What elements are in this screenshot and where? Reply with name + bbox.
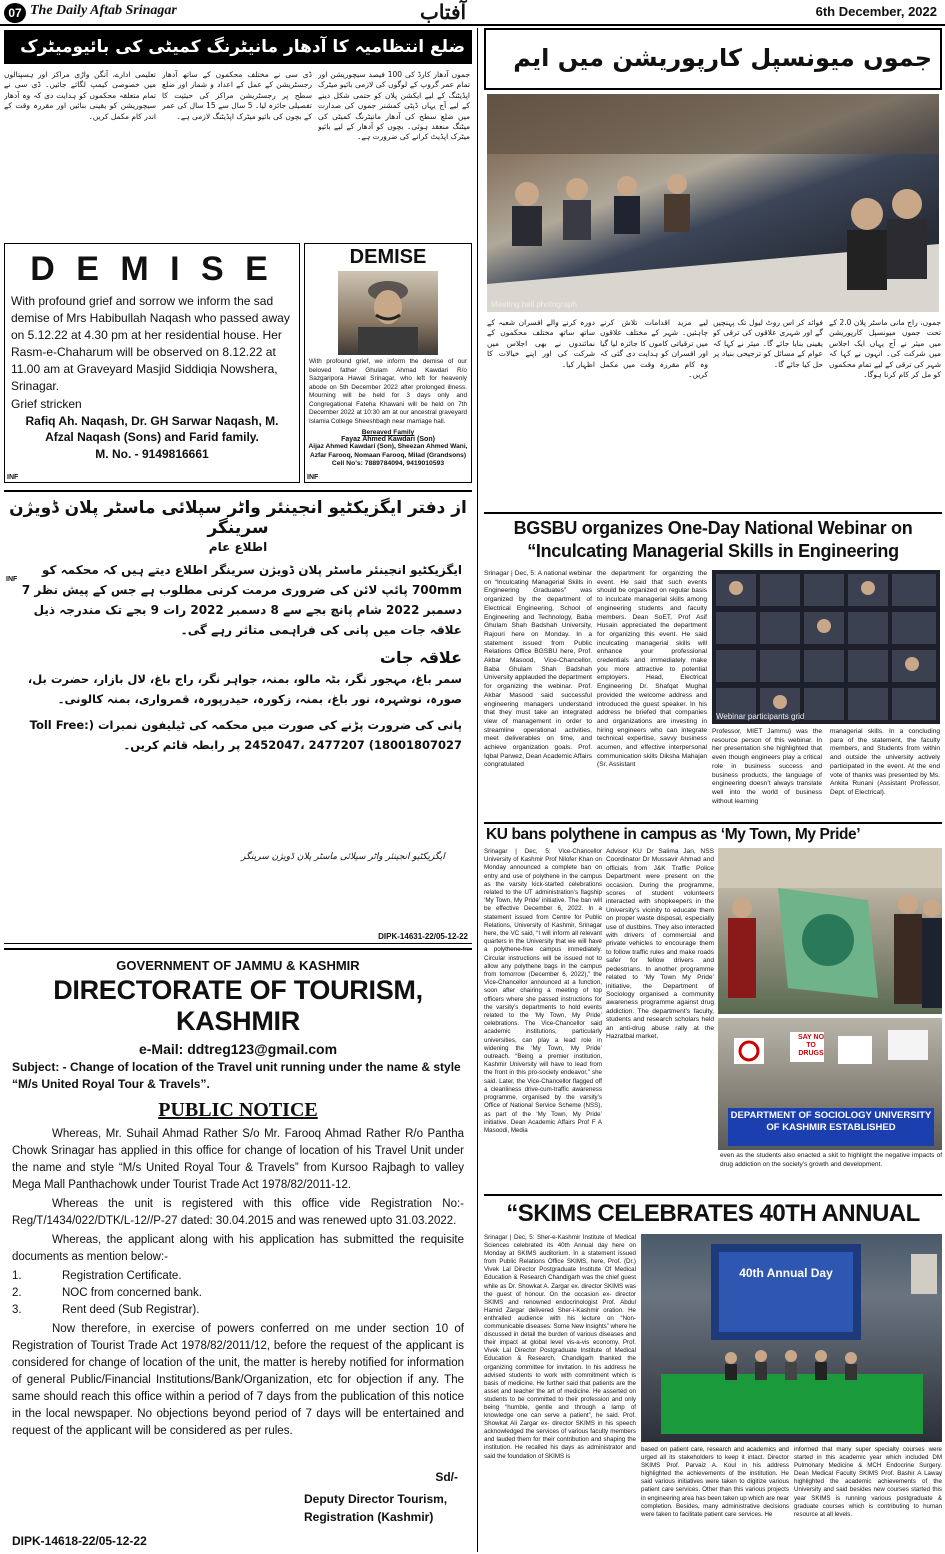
doc-item-text: Registration Certificate.	[62, 1270, 182, 1282]
tender-notice	[4, 490, 472, 944]
issue-date: 6th December, 2022	[815, 4, 937, 19]
demise-grief: Grief stricken	[11, 397, 82, 411]
demise2-grandsons: Aijaz Ahmed Kawdari (Son), Sheezan Ahmed Wani, Azfar Farooq, Nomaan Farooq, Milad (Grandsons)	[308, 443, 468, 459]
ku-flag-off-photo	[718, 848, 942, 1014]
ku-col-2: Advisor KU Dr Salima Jan, NSS Coordinator Dr Mussavir Ahmad and officials from J&K Traffic Police Department were present on the occasion. During the programme, scores of student volunteers interacted with shopkeepers in the University’s vicinity to educate them on proper waste disposal, especially use of dustbins. They also interacted with drivers of commercial and private vehicles to encourage them to follow traffic rules and make roads safer for fellow drivers and pedestrians. In another programme related to ‘My Town My Pride’ initiative, the Department of Sociology organised a community awareness programme against drug addiction. The department’s faculty, students and research scholars held an anti-drug abuse rally at the Hazratbal market,	[606, 848, 714, 1040]
tender-dipk: DIPK-14631-22/05-12-22	[378, 932, 468, 941]
tourism-subject: Subject: - Change of location of the Travel unit running under the name & style “M/s United Royal Tour & Travels”.	[12, 1060, 461, 1091]
bgsbu-col-4: managerial skills. In a concluding para of the statement, the faculty members, and Students from within and outside the university actively participated in the event. At the end vote of thanks was presented by Ms. Ankita Runani (Assistant Professor, Dept. of Electrical).	[830, 728, 940, 796]
doc-item-text: Rent deed (Sub Registrar).	[62, 1304, 200, 1316]
jmc-col-3: لیے مزید اقدامات تلاش کرنے چاہئیں۔ شہر کے مختلف علاقوں میں ترقیاتی کاموں کا جائزہ لیا گیا اور افسران کو ہدایت دی گئی کہ وہ کام مقررہ وقت میں مکمل کریں۔	[600, 318, 708, 380]
tourism-doc-list	[4, 1266, 472, 1319]
paper-name: The Daily Aftab Srinagar	[30, 3, 177, 18]
demise2-title: DEMISE	[349, 246, 427, 268]
demise-inf-tag: INF	[7, 474, 19, 481]
aadhar-headline-bar	[4, 30, 472, 64]
tourism-para-2: Whereas the unit is registered with this office vide Registration No:- Reg/T/1434/022/DTK/L-12//P-27 dated: 30.04.2015 and was renewed upto 31.03.2022.	[12, 1198, 464, 1227]
masthead	[0, 0, 945, 26]
tourism-para-3: Whereas, the applicant along with his application has submitted the requisite documents as mention below:-	[12, 1234, 464, 1263]
skims-stage-photo	[641, 1234, 942, 1442]
aadhar-col-2: ڈی سی نے مختلف محکموں کے ساتھ آدھار رجسٹریشن کے عمل کے اعداد و شمار اور ضلع سطح پر رجسٹریشن مراکز کی حیثیت کا تفصیلی جائزہ لیا۔ 5 سال سے 15 سال کی عمر کے بچوں کی بائیو میٹرک اپڈیٹنگ لازمی ہے۔	[162, 70, 312, 121]
tourism-gov: GOVERNMENT OF JAMMU & KASHMIR	[116, 958, 360, 973]
ku-photo-caption: even as the students also enacted a skit to highlight the negative impacts of drug addiction on the society’s growth and development.	[720, 1152, 942, 1168]
doc-item-num: 3.	[12, 1304, 22, 1316]
tender-signature: ایگزیکٹیو انجینئر واٹر سپلائی ماسٹر پلان ڈویژن سرینگر	[241, 852, 445, 862]
skims-col-1: Srinagar | Dec, 5: Sher-e-Kashmir Institute of Medical Sciences celebrated its 40th Annual day here on Monday at SKIMS auditorium. In a statement issued from Public Relations Office SKIMS, here, Prof. (Dr.) Vivek Lal Director Postgraduate Institute Of Medical Education & Research Chandigarh was the chief guest while as Dr. Showkat A. Zargar ex. director SKIMS was the guest of honour. On the occasion ex- director SKIMS and renowned endocrinologist Prof. Abdul Hamid Zargar delivered Sher-i-Kashmir oration. He enthralled audience with his lecture on “Non-communicable diseases: Some New Insights” where he discussed in detail the burden of various diseases and their impact at global level vis-a-vis economy. Prof. Vivek Lal Director Postgraduate Institute of Medical Education & Research, Chandigarh thanked the organizing committee for invitation. In his address he advised students to work with commitment which is basis of medicine. He further said that patients are the asset and teacher the art of medicine. He asserted on students to be committed to their profession and only being “humble, gentle and through a lamp of knowledge one can serve a patient”, he said. Prof. Showkat Ali Zargar ex- director SKIMS in his speech acknowledged the services of various faculty members and lauded them for their contribution and shaping the institution. He recalled his days as administrator and said the foundation of SKIMS is	[484, 1234, 636, 1460]
ku-col-1: Srinagar | Dec, 5: Vice-Chancellor University of Kashmir Prof Nilofer Khan on Monday announced a complete ban on entry and use of polythene in the campus as the varsity kick-started celebrations related to the UT administration’s flagship ‘My Town, My Pride’ initiative. The ban will be effective December 6, 2022. In a statement issued from Centre for Public Relations, University of Kashmir, Srinagar here, the VC said, “I will inform all relevant quarters in the University that we will have a polythene-free campus immediately. Circular instructions will be issued not to allow any polythene bags in the campus from tomorrow (December 6, 2022),” the Vice-Chancellor announced at a function, soon after chairing a meeting of top officers where she passed instructions for the varsity’s departments to hold events related to the ‘My Town, My Pride’ celebrations. The Vice-Chancellor said academic institutions, particularly universities, can play a lead role in widening the ‘My Town, My Pride’ outreach. “Being a premier institution, Kashmir University will have to lead from the front in this pro-society endeavor,” she said. Later, the Vice-Chancellor flagged off a cleanliness drive-cum-traffic awareness programme, organised by the varsity’s Office of National Service Scheme (NSS), as part of the ‘My Town, My Pride’ initiative. Dean Academic Affairs Prof F A Masoodi, Media	[484, 848, 602, 1134]
skims-col-2: based on patient care, research and academics and urged all its stakeholders to keep it intact. Director SKIMS Prof. Parvaiz A. Koul in his address highlighted the achievements of the institution. He said various initiatives were taken to digitize various patient care services. Other than this various projects in engineering area has been taken up which are near completion. Besides, many administrative decisions were taken to facilitate patient care services. He	[641, 1446, 789, 1518]
aadhar-col-1: جموں آدھار کارڈ کی 100 فیصد سیچوریشن اور تمام عمر گروپ کے لوگوں کی لازمی بائیو میٹرک اپڈیٹنگ کے لیے ایکشن پلان کو حتمی شکل دینے کے لیے آج یہاں ڈپٹی کمشنر جموں کی صدارت میں ضلع سطح کی آدھار مانیٹرنگ کمیٹی کی میٹنگ منعقد ہوئی۔ بچوں کو آدھار کے لیے بائیو میٹرک اپڈیٹ کرانے کی ضرورت ہے۔	[318, 70, 470, 142]
tender-heading: از دفتر ایگزیکٹیو انجینئر واٹر سپلائی ماسٹر پلان ڈویژن سرینگر	[9, 498, 467, 538]
tourism-sign-line-2: Registration (Kashmir)	[304, 1510, 434, 1524]
column-divider	[477, 28, 478, 1552]
tourism-dipk: DIPK-14618-22/05-12-22	[12, 1534, 147, 1548]
doc-item-text: NOC from concerned bank.	[62, 1287, 202, 1299]
demise-notice-2	[304, 243, 472, 483]
doc-item-num: 2.	[12, 1287, 22, 1299]
demise-notice-1	[4, 243, 300, 483]
jmc-headline-box	[484, 28, 942, 90]
doc-item	[12, 1285, 464, 1302]
skims-stage-banner: 40th Annual Day	[739, 1266, 833, 1280]
doc-item	[12, 1302, 464, 1319]
tender-subheading: اطلاع عام	[208, 540, 268, 554]
doc-item-num: 1.	[12, 1270, 22, 1282]
tender-paragraph: ایگزیکٹیو انجینئر ماسٹر پلان ڈویژن سرینگر اطلاع دیتے ہیں کہ محکمہ کو 700mm پائپ لائن کی ضروری مرمت کرنی مطلوب ہے جس کے پیش نظر 7 دسمبر 2022 شام پانچ بجے سے 8 دسمبر 2022 رات 9 بجے تک مندرجہ ذیل علاقہ جات میں پانی کی فراہمی متاثر رہے گی۔	[21, 563, 462, 637]
bgsbu-headline: BGSBU organizes One-Day National Webinar on “Inculcating Managerial Skills in Engineering	[513, 518, 913, 561]
jmc-col-4: دورہ کرنے والے افسران شعبہ کے ساتھ ساتھ مختلف محکموں کے نمائندوں نے بھی اجلاس میں شرکت کی اور اپنے خیالات کا اظہار کیا۔	[487, 318, 595, 369]
skims-col-3: informed that many super specialty courses were started in this academic year which included DM Pulmonary Medicine & MCH Endocrine Surgery. Dean Medical Faculty SKIMS Prof. Bashir A Laway highlighted the academic achievements of the University and said besides new courses started this year SKIMS is running various postgraduate & graduate courses which is contributing to human resource at all levels.	[794, 1446, 942, 1518]
ku-rally-photo	[718, 1018, 942, 1150]
skims-headline: “SKIMS CELEBRATES 40TH ANNUAL	[506, 1200, 920, 1227]
jmc-headline: جموں میونسپل کارپوریشن میں ایم	[513, 44, 932, 72]
aadhar-col-3: تعلیمی ادارے، آنگن واڑی مراکز اور ہسپتالوں میں خصوصی کیمپ لگائے جائیں۔ ڈی سی نے تمام متعلقہ محکموں کو ہدایت دی کہ وہ آدھار سیچوریشن کو یقینی بنائیں اور مقررہ وقت کے اندر کام مکمل کریں۔	[4, 70, 156, 121]
paper-logo: آفتاب	[420, 0, 467, 24]
tourism-signature	[304, 1490, 464, 1526]
ku-rally-sign: SAY NO TO DRUGS	[797, 1034, 825, 1057]
demise-mobile: M. No. - 9149816661	[95, 447, 209, 461]
jmc-photo-caption: Meeting hall photograph	[491, 300, 577, 309]
bgsbu-col-1: Srinagar | Dec, 5: A national webinar on “Inculcating Managerial Skills in Engineering Graduates” was organized by the department of Electrical Engineering, School of Engineering and Technology, Baba Ghulam Shah Badshah University, Rajouri here on Monday. In a statement issued from Public Relations Office BGSBU here, Prof. Akbar Masood, Vice-Chancellor, Baba Ghulam Shah Badshah University applauded the department for organizing the webinar. Prof. Akbar Masood said successful engineering managers understand that they must take an integrated view of management in order to streamline operational activities, meet deliverables on time, and achieve organization goals. Prof. Iqbal Parwez, Dean Academic Affairs congratulated	[484, 570, 592, 769]
tender-areas-label: علاقہ جات	[379, 648, 462, 667]
demise-title: D E M I S E	[30, 250, 274, 288]
doc-item	[12, 1268, 464, 1285]
tourism-para-4: Now therefore, in exercise of powers conferred on me under section 10 of Registration of Tourist Trade Act 1978/82/2011/12, before the request of the applicant is considered for change of location of the unit, the matter is hereby notified for information of general Public/Financial Institutions/Bank/Organization, etc for objection if any. The same should reach this office within a period of 7 days from the publication of this notice in the local newspaper. No objections beyond period of 7 days will be entertained and request of the applicant will be considered as per rules.	[12, 1323, 464, 1437]
bgsbu-col-2: the department for organizing the event. He said that such events should be organized on regular basis to inculcate managerial skills among engineering students and faculty members. Dean SoET, Prof Asif Husain appreciated the department for organizing this event. He said inculcating managerial skills will enhance your professional credentials and immediately make you more attractive to potential employers. Head, Electrical Engineering Dr. Shafqat Mughal provided the welcome address and introduced the guest speaker. In his address he briefed that companies and organizations are investing in hiring engineers who can integrate technical expertise, savvy business acumen, and effective interpersonal communication skills Diksha Mahajan (Sr. Assistant	[597, 570, 707, 769]
demise2-cell: Cell No's: 7889784094, 9419010593	[331, 460, 445, 467]
deceased-portrait	[338, 271, 438, 355]
bgsbu-headline-wrap	[484, 512, 942, 564]
tourism-notice	[4, 948, 472, 1552]
demise2-son: Fayaz Ahmed Kawdari (Son)	[341, 436, 435, 443]
ku-headline: KU bans polythene in campus as ‘My Town, My Pride’	[486, 826, 860, 843]
page-number: 07	[4, 3, 26, 23]
aadhar-headline: ضلع انتظامیہ کا آدھار مانیٹرنگ کمیٹی کی بائیومیٹرک	[20, 37, 465, 57]
jmc-col-1: جموں، راج مانی ماسٹر پلان 2.0 کے تحت جموں میونسپل کارپوریشن میں میئر نے آج یہاں ایک اجلاس میں شرکت کی۔ انہوں نے کہا کہ شہر کی ترقی کے لیے تمام محکموں کو مل کر کام کرنا ہوگا۔	[829, 318, 941, 380]
jmc-col-2: فوائد کر اس روٹ لیول تک پہنچیں گے اور شہری علاقوں کی ترقی کو یقینی بنایا جائے گا۔ میئر نے کہا کہ عوام کے مسائل کو ترجیحی بنیاد پر حل کیا جائے گا۔	[713, 318, 823, 369]
tourism-title: DIRECTORATE OF TOURISM, KASHMIR	[53, 975, 423, 1036]
skims-headline-wrap	[484, 1194, 942, 1232]
tender-inf-tag: INF	[6, 576, 18, 583]
bgsbu-photo-caption: Webinar participants grid	[716, 712, 805, 721]
tender-toll: پانی کی ضرورت پڑنے کی صورت میں محکمہ کی ٹیلیفون نمبرات (Toll Free: 18001807027) 2452047، 2477207 پر رابطہ قائم کریں۔	[29, 718, 462, 752]
ku-headline-wrap	[484, 822, 942, 846]
jmc-meeting-photo	[487, 94, 939, 312]
demise2-body: With profound grief, we inform the demise of our beloved father Ghulam Ahmad Kawdari R/o Sazgaripora Hawal Srinagar, who left for heavenly abode on 5th December 2022 after prolonged illness. Mourning will be held for 3 days only and Congregational Fateha Khawani will be held on 7th December 2022 at 10:30 am at our ancestral graveyard Islamia College Sheeshbagh near marriage hall.	[309, 358, 467, 425]
tender-areas: سمر باغ، مہجور نگر، بٹہ مالو، بمنہ، جواہر نگر، راج باغ، لال بازار، حضرت بل، صورہ، نوشہرہ، نور باغ، بمنہ، زکورہ، حیدرپورہ، قمرواری، بمنہ کالونی۔	[27, 672, 462, 706]
tourism-sign-line-1: Deputy Director Tourism,	[304, 1492, 448, 1506]
tourism-sd: Sd/-	[435, 1470, 458, 1484]
bgsbu-col-3: Professor, MIET Jammu) was the resource person of this webinar. In her presentation she highlighted that even though engineers play a critical role in business success and business products, the language of engineering doesn’t always translate well into the world of business without learning	[712, 728, 822, 805]
ku-rally-banner: DEPARTMENT OF SOCIOLOGY UNIVERSITY OF KASHMIR ESTABLISHED	[730, 1110, 932, 1133]
demise2-family-label: Bereaved Family	[361, 429, 415, 436]
demise-names: Rafiq Ah. Naqash, Dr. GH Sarwar Naqash, M. Afzal Naqash (Sons) and Farid family.	[25, 414, 279, 444]
tourism-para-1: Whereas, Mr. Suhail Ahmad Rather S/o Mr. Farooq Ahmad Rather R/o Pantha Chowk Srinagar has applied in this office for change of location of his Travel Unit under the name and style “M/s United Royal Tour & Travels” from Kursoo Rajbagh to valley Mega Mall Panthachowk under Tourist Trade Act 1978/82/2011-12.	[12, 1128, 464, 1191]
demise-body: With profound grief and sorrow we inform the sad demise of Mrs Habibullah Naqash who passed away on 5.12.22 at 4.30 pm at her residential house. Her Rasm-e-Chaharum will be observed on 8.12.22 at 11.00 am at Graveyard Masjid Siddiqia Nowshera, Srinagar.	[11, 294, 290, 393]
tourism-email: e-Mail: ddtreg123@gmail.com	[138, 1041, 338, 1057]
demise2-inf-tag: INF	[307, 474, 319, 481]
bgsbu-webinar-photo	[712, 570, 940, 724]
tourism-public-notice: PUBLIC NOTICE	[158, 1099, 318, 1121]
